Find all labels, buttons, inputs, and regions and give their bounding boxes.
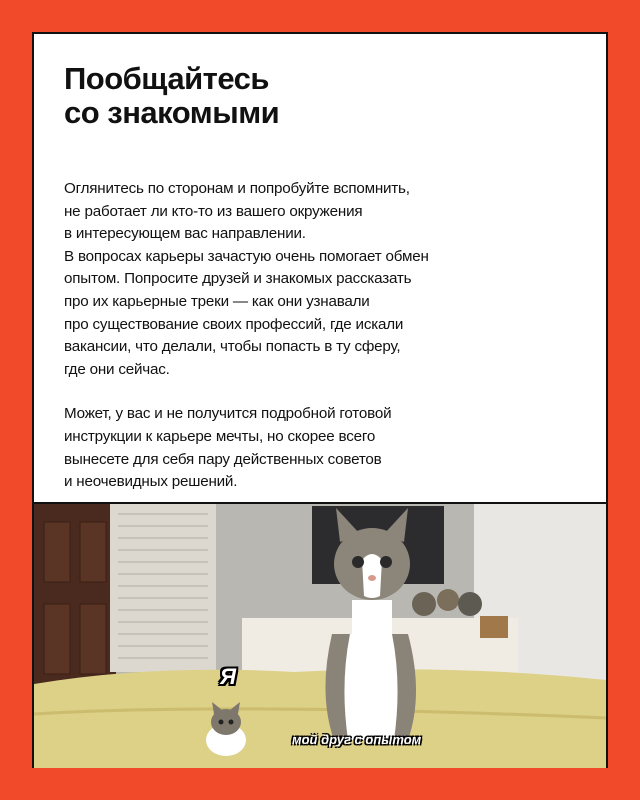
paragraph-1-line: Оглянитесь по сторонам и попробуйте вспомнить,: [64, 180, 410, 197]
page-title: [64, 62, 584, 130]
toy: [412, 592, 436, 616]
paragraph-2-line: инструкции к карьере мечты, но скорее всего: [64, 427, 376, 445]
meme-photo-illustration: [34, 504, 606, 768]
paragraph-2-line: и неочевидных решений.: [64, 473, 238, 491]
paragraph-2-line: вынесете для себя пару действенных советов: [64, 450, 382, 468]
paragraph-1: [64, 178, 584, 381]
title-line-2: со знакомыми: [64, 95, 280, 130]
meme-caption-friend: мой друг с опытом: [292, 732, 422, 747]
paragraph-2: [64, 403, 584, 493]
paragraph-1-line: про существование своих профессий, где искали: [64, 315, 404, 333]
paragraph-1-line: в интересующем вас направлении.: [64, 225, 306, 243]
bed: [34, 669, 606, 768]
content-card: [32, 32, 608, 768]
meme-photo: [34, 502, 606, 768]
text-area: [64, 62, 584, 494]
paragraph-1-line: опытом. Попросите друзей и знакомых рассказать: [64, 270, 412, 288]
paragraph-2-line: Может, у вас и не получится подробной готовой: [64, 405, 392, 423]
paragraph-1-line: про их карьерные треки — как они узнавали: [64, 292, 370, 310]
meme-caption-me: Я: [220, 664, 237, 689]
paragraph-1-line: В вопросах карьеры зачастую очень помогает обмен: [64, 247, 429, 265]
paragraph-1-line: где они сейчас.: [64, 360, 170, 378]
paragraph-1-line: не работает ли кто-то из вашего окружения: [64, 202, 363, 220]
title-line-1: Пообщайтесь: [64, 61, 269, 96]
paragraph-1-line: вакансии, что делали, чтобы попасть в ту сферу,: [64, 338, 401, 356]
